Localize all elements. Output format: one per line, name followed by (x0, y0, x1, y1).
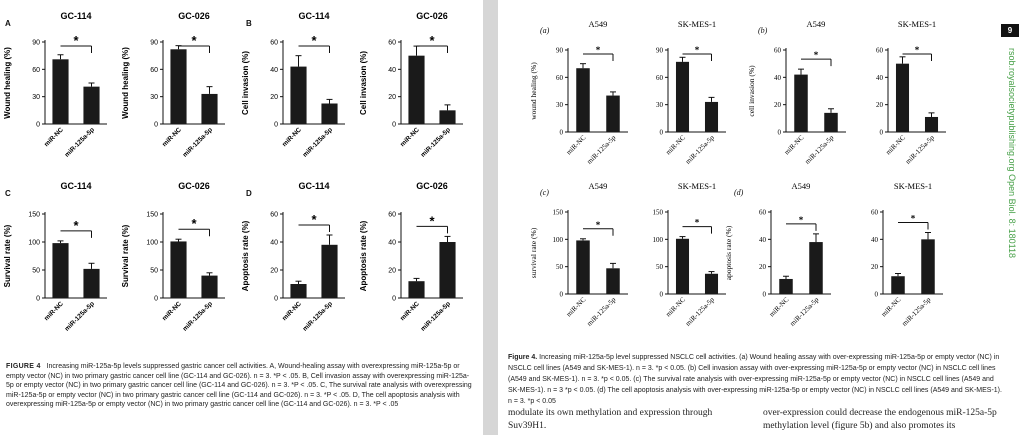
bar-mir-125a-5p (83, 269, 99, 298)
y-tick-label: 0 (392, 121, 396, 129)
bar-chart (843, 180, 953, 352)
bar-mir-125a-5p (925, 117, 938, 132)
y-tick-label: 40 (388, 239, 396, 247)
significance-star: * (914, 45, 920, 55)
y-axis-label: Cell invasion (%) (241, 50, 250, 116)
chart-title: SK-MES-1 (897, 19, 937, 29)
bar-mir-nc (290, 284, 306, 298)
y-tick-label: 100 (28, 239, 40, 247)
y-axis-label: Wound healing (%) (3, 47, 12, 119)
x-tick-label: miR-NC (43, 126, 65, 149)
body-text-col1: modulate its own methylation and expression through Suv39H1. (508, 408, 713, 431)
bar-chart (746, 18, 856, 186)
x-tick-label: miR-NC (664, 133, 687, 157)
significance-star: * (429, 213, 435, 229)
right-page (498, 0, 1023, 435)
y-tick-label: 50 (32, 267, 40, 275)
y-tick-label: 60 (388, 211, 396, 219)
bar-chart (528, 18, 638, 186)
significance-star: * (694, 217, 700, 228)
y-tick-label: 60 (388, 39, 396, 47)
y-tick-label: 0 (154, 121, 158, 129)
bar-mir-nc (52, 243, 68, 298)
chart-title: SK-MES-1 (677, 19, 717, 29)
y-tick-label: 20 (388, 267, 396, 275)
x-tick-label: miR-NC (564, 133, 588, 157)
x-tick-label: miR-125a-5p (803, 133, 836, 166)
y-tick-label: 30 (150, 94, 158, 102)
bar-chart (118, 180, 236, 358)
y-axis-label: Survival rate (%) (3, 224, 12, 288)
bar-mir-nc (779, 279, 793, 294)
y-tick-label: 20 (759, 263, 766, 272)
y-tick-label: 0 (274, 295, 278, 303)
y-tick-label: 150 (146, 211, 158, 219)
chart-title: GC-114 (60, 11, 92, 21)
panel-label-d-right: (d) (734, 188, 744, 197)
x-tick-label: miR-NC (564, 295, 588, 319)
bar-mir-nc (794, 75, 808, 132)
significance-star: * (191, 33, 197, 48)
x-tick-label: miR-NC (767, 295, 791, 319)
bar-chart (636, 18, 736, 186)
left-caption-head: FIGURE 4 (6, 363, 41, 370)
x-tick-label: miR-125a-5p (903, 133, 936, 166)
y-tick-label: 60 (759, 208, 766, 217)
y-axis-label: Apoptosis rate (%) (241, 220, 250, 292)
y-tick-label: 50 (656, 263, 663, 272)
x-tick-label: miR-125a-5p (585, 295, 618, 328)
bar-chart (238, 180, 356, 358)
y-tick-label: 100 (146, 239, 158, 247)
chart-title: A549 (806, 19, 826, 29)
chart-title: GC-114 (60, 181, 92, 191)
journal-sidebar: rsob.royalsocietypublishing.org Open Biol. 8: 180118 (1007, 48, 1017, 258)
y-tick-label: 20 (388, 94, 396, 102)
bar-mir-125a-5p (606, 96, 620, 132)
y-tick-label: 30 (656, 101, 663, 110)
left-page (0, 0, 483, 435)
chart-title: GC-114 (298, 11, 330, 21)
x-tick-label: miR-125a-5p (301, 300, 334, 333)
bar-mir-125a-5p (321, 245, 337, 298)
y-tick-label: 60 (876, 46, 883, 55)
panel-label-d: D (246, 189, 252, 198)
x-tick-label: miR-NC (399, 300, 421, 323)
bar-mir-125a-5p (705, 102, 718, 132)
page-gap (483, 0, 498, 435)
y-tick-label: 40 (871, 235, 878, 244)
y-tick-label: 90 (556, 46, 563, 55)
significance-star: * (311, 212, 317, 227)
bar-chart (0, 180, 118, 358)
bar-mir-125a-5p (439, 110, 455, 124)
y-tick-label: 60 (774, 46, 781, 55)
y-tick-label: 0 (559, 128, 563, 137)
y-tick-label: 40 (876, 73, 883, 82)
significance-star: * (191, 216, 197, 232)
x-tick-label: miR-NC (161, 300, 183, 323)
x-tick-label: miR-125a-5p (181, 300, 214, 333)
y-axis-label: wound healing (%) (529, 62, 538, 120)
x-tick-label: miR-NC (664, 295, 687, 319)
bar-mir-125a-5p (83, 87, 99, 124)
y-tick-label: 40 (759, 235, 766, 244)
y-tick-label: 0 (559, 290, 563, 299)
chart-title: GC-114 (298, 181, 330, 191)
y-tick-label: 0 (392, 295, 396, 303)
bar-chart (118, 10, 236, 185)
bar-mir-nc (290, 67, 306, 124)
x-tick-label: miR-NC (399, 126, 421, 149)
y-tick-label: 20 (270, 267, 278, 275)
y-tick-label: 0 (154, 295, 158, 303)
y-tick-label: 30 (32, 94, 40, 102)
bar-chart (636, 180, 736, 352)
y-tick-label: 20 (871, 263, 878, 272)
bar-chart (238, 10, 356, 185)
y-tick-label: 60 (150, 66, 158, 74)
x-tick-label: miR-125a-5p (419, 126, 452, 159)
bar-mir-nc (676, 239, 689, 294)
y-tick-label: 20 (876, 101, 883, 110)
left-caption-body: Increasing miR-125a-5p levels suppressed gastric cancer cell activities. A, Wound-healing assay with overexpressing miR-125a-5p or empty vector (NC) in two primary gastric cancer cell line (GC-114 and GC-026). n = 3. *P < .05. B, Cell invasion assay with overexpressing miR-125a-5p or empty vector (NC) in two primary gastric cancer cell line (GC-114 and GC-026). n = 3. *P < .05. C, The survival rate analysis with overexpressing miR-125a-5p or empty vector (NC) in two primary gastric cancer cell line (GC-114 and GC-026). n = 3. *P < .05. D, The cell apoptosis analysis with overexpressing miR-125a-5p or empty vector (NC) in two primary gastric cancer cell line (GC-114 and GC-026). n = 3. *P < .05 (6, 363, 472, 409)
y-tick-label: 50 (150, 267, 158, 275)
y-tick-label: 0 (777, 128, 781, 137)
y-axis-label: Wound healing (%) (121, 47, 130, 119)
y-tick-label: 150 (28, 211, 40, 219)
bar-chart (0, 10, 118, 185)
bar-mir-125a-5p (606, 268, 620, 294)
significance-star: * (73, 217, 79, 233)
chart-title: A549 (588, 19, 608, 29)
left-figure-caption (6, 362, 476, 410)
bar-chart (356, 180, 474, 358)
x-tick-label: miR-125a-5p (63, 126, 96, 159)
chart-title: GC-026 (416, 11, 448, 21)
y-tick-label: 90 (32, 39, 40, 47)
bar-mir-nc (170, 49, 186, 124)
bar-mir-125a-5p (921, 239, 935, 294)
panel-label-c-right: (c) (540, 188, 549, 197)
y-tick-label: 90 (150, 39, 158, 47)
y-tick-label: 0 (36, 121, 40, 129)
x-tick-label: miR-NC (782, 133, 806, 157)
chart-title: GC-026 (178, 11, 210, 21)
significance-star: * (595, 45, 601, 55)
bar-mir-nc (896, 64, 909, 132)
x-tick-label: miR-125a-5p (683, 295, 716, 328)
y-tick-label: 40 (270, 66, 278, 74)
chart-title: A549 (791, 181, 811, 191)
right-caption-head: Figure 4. (508, 354, 538, 361)
right-caption-body: Increasing miR-125a-5p level suppressed NSCLC cell activities. (a) Wound healing assay with over-expressing miR-125a-5p or empty vector (NC) in NSCLC cell lines (A549 and SK-MES-1). n = 3. *p < 0.05. (b) Cell invasion assay with over-expressing miR-125a-5p or empty vector (NC) in NSCLC cell lines (A549 and SK-MES-1). n = 3. *p < 0.05. (c) The survival rate analysis with over-expressing miR-125a-5p or empty vector (NC) in NSCLC cell lines (A549 and SK-MES-1). n = 3 *p < 0.05. (d) The cell apoptosis analysis with over-expressing miR-125a-5p or empty vector (NC) in NSCLC cell lines (A549 and SK-MES-1). n = 3. *p < 0.05 (508, 354, 1002, 405)
chart-title: SK-MES-1 (677, 181, 717, 191)
significance-star: * (813, 50, 819, 61)
y-tick-label: 0 (762, 290, 766, 299)
bar-mir-nc (576, 68, 590, 132)
bar-mir-nc (408, 281, 424, 298)
y-tick-label: 60 (32, 66, 40, 74)
x-tick-label: miR-125a-5p (419, 300, 452, 333)
y-tick-label: 90 (656, 46, 663, 55)
bar-mir-125a-5p (809, 242, 823, 294)
y-tick-label: 60 (270, 39, 278, 47)
significance-star: * (798, 214, 804, 225)
significance-star: * (910, 213, 916, 224)
bar-mir-nc (576, 240, 590, 294)
y-tick-label: 40 (270, 239, 278, 247)
significance-star: * (694, 45, 700, 55)
x-tick-label: miR-NC (884, 133, 907, 157)
y-tick-label: 50 (556, 263, 563, 272)
y-tick-label: 0 (274, 121, 278, 129)
bar-mir-125a-5p (321, 104, 337, 125)
x-tick-label: miR-125a-5p (585, 133, 618, 166)
chart-title: GC-026 (416, 181, 448, 191)
y-tick-label: 100 (652, 235, 663, 244)
bar-mir-nc (408, 56, 424, 124)
x-tick-label: miR-125a-5p (181, 126, 214, 159)
y-axis-label: survival rate (%) (529, 227, 538, 279)
x-tick-label: miR-NC (879, 295, 903, 319)
x-tick-label: miR-125a-5p (900, 295, 933, 328)
y-tick-label: 60 (871, 208, 878, 217)
y-axis-label: apoptosis rate (%) (724, 225, 733, 281)
y-tick-label: 60 (270, 211, 278, 219)
bar-mir-125a-5p (439, 242, 455, 298)
panel-label-b: B (246, 19, 252, 28)
y-tick-label: 0 (659, 290, 663, 299)
right-figure-caption (508, 352, 1003, 407)
page-number: 9 (1001, 24, 1019, 37)
y-tick-label: 30 (556, 101, 563, 110)
bar-chart (856, 18, 956, 186)
y-tick-label: 20 (270, 94, 278, 102)
y-axis-label: Cell invasion (%) (359, 50, 368, 116)
bar-mir-nc (676, 62, 689, 132)
x-tick-label: miR-125a-5p (788, 295, 821, 328)
y-tick-label: 40 (388, 66, 396, 74)
significance-star: * (73, 33, 79, 48)
x-tick-label: miR-NC (281, 300, 303, 323)
y-tick-label: 60 (656, 73, 663, 82)
y-axis-label: cell invasion (%) (747, 65, 756, 117)
panel-label-a-right: (a) (540, 26, 550, 35)
y-tick-label: 0 (879, 128, 883, 137)
bar-mir-125a-5p (705, 274, 718, 294)
y-tick-label: 40 (774, 73, 781, 82)
panel-label-a: A (5, 19, 11, 28)
y-tick-label: 0 (36, 295, 40, 303)
significance-star: * (595, 219, 601, 230)
y-tick-label: 100 (552, 235, 563, 244)
bar-mir-125a-5p (201, 276, 217, 298)
panel-label-b-right: (b) (758, 26, 768, 35)
y-axis-label: Apoptosis rate (%) (359, 220, 368, 292)
bar-chart (528, 180, 638, 352)
bar-mir-125a-5p (824, 113, 838, 132)
y-axis-label: Survival rate (%) (121, 224, 130, 288)
body-text-col2: over-expression could decrease the endogenous miR-125a-5p methylation level (figure 5b) and also promotes its (763, 408, 997, 431)
chart-title: A549 (588, 181, 608, 191)
x-tick-label: miR-NC (161, 126, 183, 149)
x-tick-label: miR-125a-5p (683, 133, 716, 166)
panel-label-c: C (5, 189, 11, 198)
bar-mir-nc (52, 59, 68, 124)
bar-mir-nc (170, 241, 186, 298)
y-tick-label: 150 (652, 208, 663, 217)
significance-star: * (429, 33, 435, 48)
y-tick-label: 20 (774, 101, 781, 110)
bar-chart (356, 10, 474, 185)
y-tick-label: 60 (556, 73, 563, 82)
y-tick-label: 150 (552, 208, 563, 217)
x-tick-label: miR-125a-5p (301, 126, 334, 159)
y-tick-label: 0 (659, 128, 663, 137)
x-tick-label: miR-NC (281, 126, 303, 149)
bar-chart (723, 180, 843, 352)
significance-star: * (311, 33, 317, 48)
bar-mir-nc (891, 276, 905, 294)
y-tick-label: 0 (874, 290, 878, 299)
x-tick-label: miR-125a-5p (63, 300, 96, 333)
chart-title: GC-026 (178, 181, 210, 191)
x-tick-label: miR-NC (43, 300, 65, 323)
bar-mir-125a-5p (201, 94, 217, 124)
chart-title: SK-MES-1 (893, 181, 933, 191)
